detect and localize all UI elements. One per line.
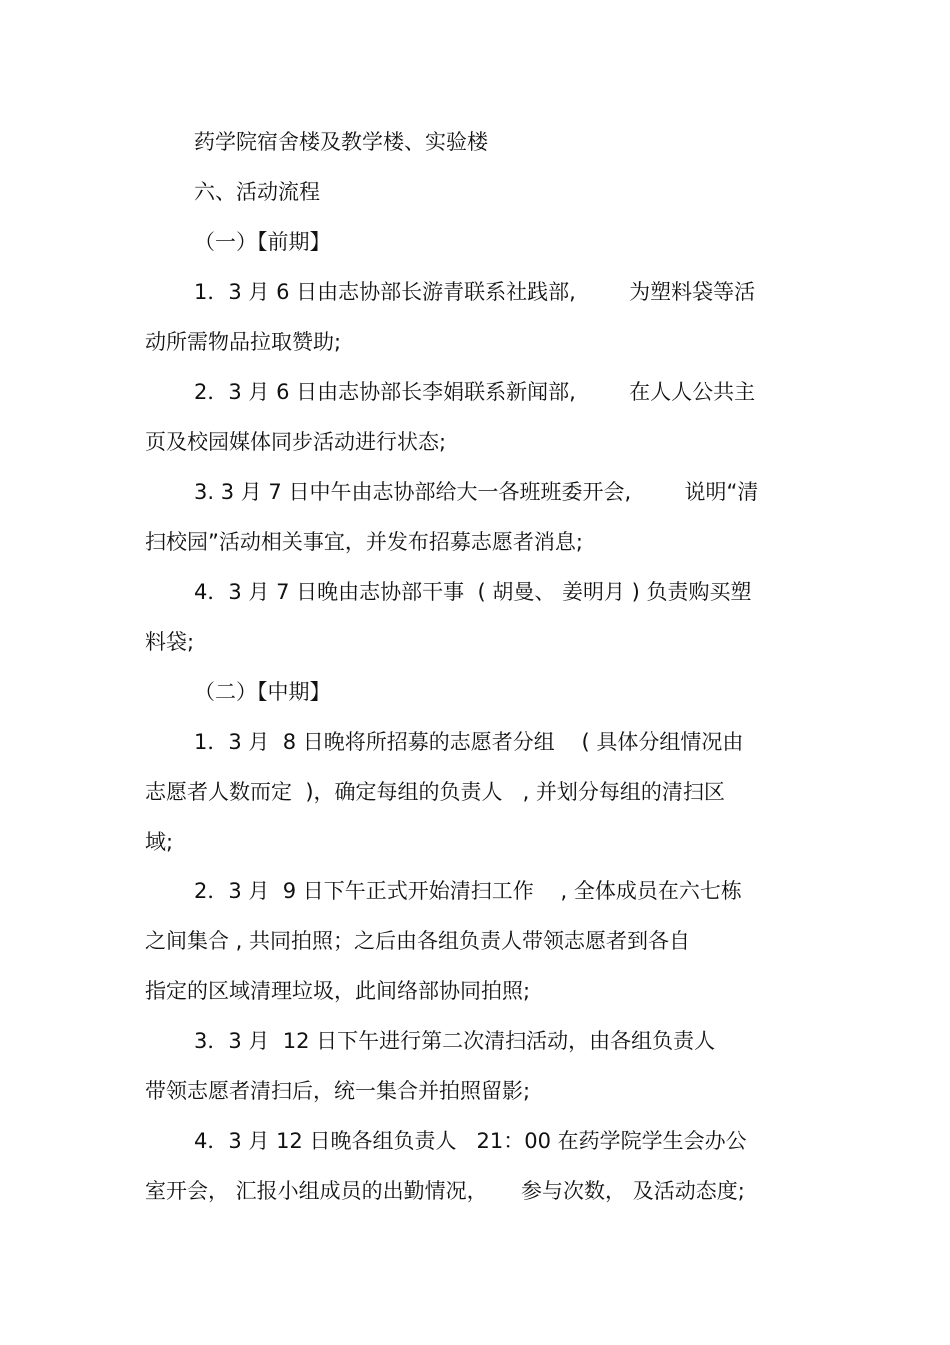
text-line: 动所需物品拉取赞助; bbox=[145, 330, 342, 354]
text-line: 带领志愿者清扫后，统一集合并拍照留影; bbox=[145, 1079, 531, 1103]
text-line: 指定的区域清理垃圾，此间络部协同拍照; bbox=[145, 979, 531, 1003]
text-line: 志愿者人数而定 )，确定每组的负责人 , 并划分每组的清扫区 bbox=[145, 780, 725, 804]
text-line: 2．3 月 6 日由志协部长李娟联系新闻部, 在人人公共主 bbox=[194, 380, 756, 404]
text-line: 药学院宿舍楼及教学楼、实验楼 bbox=[194, 130, 488, 154]
text-line: 4．3 月 12 日晚各组负责人 21：00 在药学院学生会办公 bbox=[194, 1129, 747, 1153]
text-line: 域; bbox=[145, 830, 174, 854]
text-line: 之间集合 , 共同拍照；之后由各组负责人带领志愿者到各自 bbox=[145, 929, 691, 953]
text-line: 料袋; bbox=[145, 630, 195, 654]
text-line: 1．3 月 6 日由志协部长游青联系社践部, 为塑料袋等活 bbox=[194, 280, 756, 304]
text-line: 页及校园媒体同步活动进行状态; bbox=[145, 430, 447, 454]
text-line: 扫校园”活动相关事宜，并发布招募志愿者消息; bbox=[145, 530, 583, 554]
text-line: 1．3 月 8 日晚将所招募的志愿者分组 ( 具体分组情况由 bbox=[194, 730, 744, 754]
text-line: 2．3 月 9 日下午正式开始清扫工作 , 全体成员在六七栋 bbox=[194, 879, 742, 903]
text-line: 室开会， 汇报小组成员的出勤情况， 参与次数， 及活动态度; bbox=[145, 1179, 745, 1203]
section-heading: 六、活动流程 bbox=[194, 180, 320, 204]
text-line: 4．3 月 7 日晚由志协部干事 ( 胡曼、 姜明月 ) 负责购买塑 bbox=[194, 580, 752, 604]
text-line: 3．3 月 12 日下午进行第二次清扫活动，由各组负责人 bbox=[194, 1029, 716, 1053]
subsection-heading: （一）【前期】 bbox=[194, 230, 331, 254]
subsection-heading: （二）【中期】 bbox=[194, 680, 331, 704]
text-line: 3. 3 月 7 日中午由志协部给大一各班班委开会, 说明“清 bbox=[194, 480, 759, 504]
